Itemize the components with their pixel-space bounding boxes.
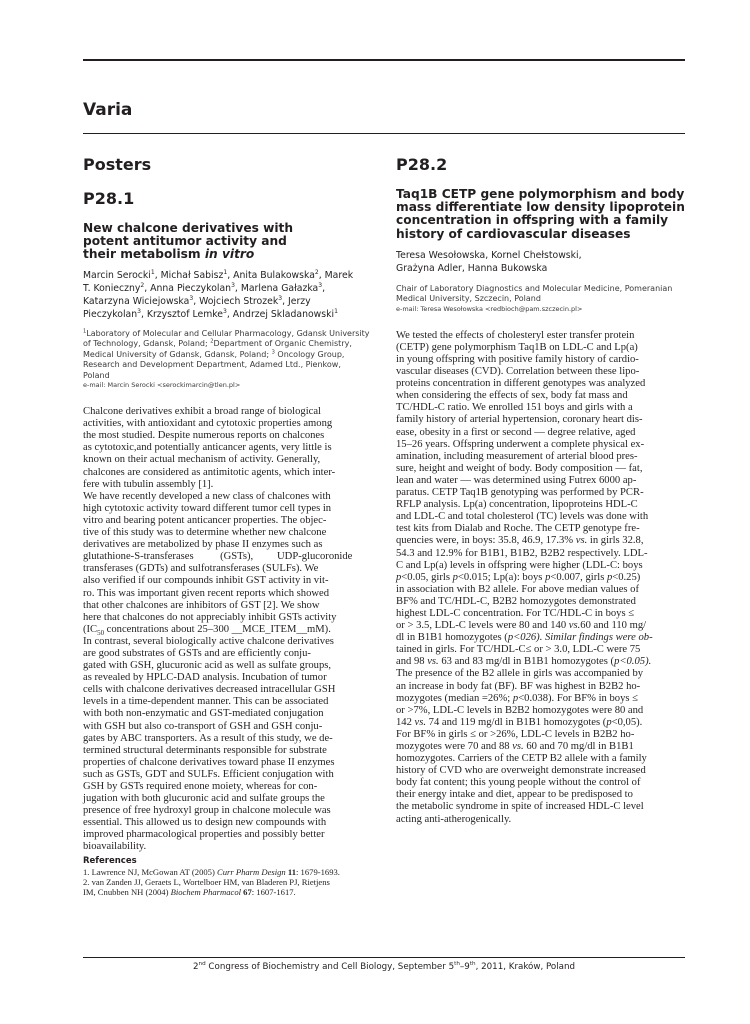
abstract-code-p28-2: P28.2 (396, 155, 448, 174)
email-p28-2: e-mail: Teresa Wesołowska <redbioch@pam.szczecin.pl> (396, 304, 583, 313)
abstract-code-p28-1: P28.1 (83, 189, 135, 208)
email-p28-1: e-mail: Marcin Serocki <serockimarcin@tlen.pl> (83, 381, 241, 390)
posters-heading: Posters (83, 155, 152, 174)
affiliation-p28-2: Chair of Laboratory Diagnostics and Molecular Medicine, Pomeranian Medical University, Szczecin, Poland (396, 283, 673, 304)
abstract-body-p28-2: We tested the effects of cholesteryl ester transfer protein (CETP) gene polymorphism Taq1B on LDL-C and Lp(a) in young offspring with positive family history of cardio- vascular diseases (CVD). Correlation between these lipo- proteins concentration in different genotypes was analyzed when considering the effects of sex, body fat mass and TC/HDL-C ratio. We enrolled 151 boys and girls with a family history of arterial hypertension, coronary heart dis- ease, obesity in a first or second — degree relative, aged 15–26 years. Offspring underwent a complete physical ex- amination, including measurement of arterial blood pres- sure, height and weight of body. Body composition — fat, lean and water — was determined using Futrex 6000 ap- paratus. CETP Taq1B genotyping was performed by PCR- RFLP analysis. Lp(a) concentration, lipoproteins HDL-C and LDL-C and total cholesterol (TC) levels was done with test kits from Dialab and Roche. The CETP genotype fre- quencies were, in boys: 35.8, 46.9, 17.3% vs. in girls 32.8, 54.3 and 12.9% for B1B1, B1B2, B2B2 respectively. LDL- C and Lp(a) levels in offspring were higher (LDL-C: boys p<0.05, girls p<0.015; Lp(a): boys p<0.007, girls p<0.25) in association with B2 allele. For above median values of BF% and TC/HDL-C, B2B2 homozygotes demonstrated highest LDL-C concentration. For TC/HDL-C in boys ≤ or > 3.5, LDL-C levels were 80 and 140 vs.60 and 110 mg/ dl in B1B1 homozygotes (p<026). Similar findings were ob- tained in girls. For TC/HDL-C≤ or > 3.0, LDL-C were 75 and 98 vs. 63 and 83 mg/dl in B1B1 homozygotes (p<0.05). The presence of the B2 allele in girls was accompanied by an increase in body fat (BF). BF was highest in B2B2 ho- mozygotes (median =26%; p<0.038). For BF% in boys ≤ or >7%, LDL-C levels in B2B2 homozygotes were 80 and 142 vs. 74 and 119 mg/dl in B1B1 homozygotes (p<0,05). For BF% in girls ≤ or >26%, LDL-C levels in B2B2 ho- mozygotes were 70 and 88 vs. 60 and 70 mg/dl in B1B1 homozygotes. Carriers of the CETP B2 allele with a family history of CVD who are overweight demonstrate increased body fat content; this young people without the control of their energy intake and diet, appear to be predisposed to the metabolic syndrome in spite of increased HDL-C level acting anti-atherogenically. (396, 329, 653, 825)
reference-item: 1. Lawrence NJ, McGowan AT (2005) Curr Pharm Design 11: 1679-1693. (83, 866, 340, 877)
section-rule (83, 133, 685, 134)
references-heading: References (83, 855, 137, 866)
reference-item: 2. van Zanden JJ, Geraets L, Wortelboer HM, van Bladeren PJ, Rietjens (83, 876, 330, 887)
page-footer: 2nd Congress of Biochemistry and Cell Biology, September 5th–9th, 2011, Kraków, Poland (192, 961, 576, 972)
right-column (396, 154, 686, 826)
affiliation-p28-1: $^1$Laboratory of Molecular and Cellular Pharmacology, Gdansk University of Technology, Gdansk, Poland; $^2$Department of Organic Chemistry, Medical University of Gdansk, Gdansk, Poland; $^3$ Oncology Group, Research and Development Department, Adamed Ltd., Pienkow, Poland (83, 327, 370, 380)
left-column (83, 154, 373, 898)
abstract-body-p28-1: Chalcone derivatives exhibit a broad range of biological activities, with antioxidant and cytotoxic properties among the most studied. Despite numerous reports on chalcones as cytotoxic,and potentially anticancer agents, very little is known on their actual mechanism of activity. Generally, chalcones are considered as antimitotic agents, which inter- fere with tubulin assembly [1]. We have recently developed a new class of chalcones with high cytotoxic activity toward different tumor cell types in vitro and bearing potent anticancer properties. The objec- tive of this study was to determine whether new chalcone derivatives are metabolized by phase II enzymes such as glutathione-S-transferases (GSTs), UDP-glucoronide transferases (GDTs) and sulfotransferases (SULFs). We also verified if our compounds inhibit GST activity in vit- ro. This was important given recent reports which showed that other chalcones are inhibitors of GST [2]. We show here that chalcones do not appreciably inhibit GSTs activity ($IC_{50}$ concentrations about 25–300 __MCE_ITEM__mM). In contrast, several biologically active chalcone derivatives are good substrates of GSTs and are efficiently conju- gated with GSH, glucuronic acid as well as sulfate groups, as revealed by HPLC-DAD analysis. Incubation of tumor cells with chalcone derivatives decreased intracellular GSH levels in a time-dependent manner. This can be associated with both non-enzymatic and GST-mediated conjugation with GSH but also co-transport of GSH and GSH conju- gates by ABC transporters. As a result of this study, we de- termined structural determinants responsible for substrate properties of chalcone derivatives toward phase II enzymes such as GSTs, GDT and SULFs. Efficient conjugation with GSH by GSTs required enone moiety, whereas for con- jugation with both glucuronic acid and sulfate groups the presence of free hydroxyl group in chalcone molecule was essential. This allowed us to design new compounds with improved pharmacological properties and possibly better bioavailability. (83, 406, 353, 853)
abstract-title-p28-2: Taq1B CETP gene polymorphism and body mass differentiate low density lipoprotein concentration in offspring with a family history of cardiovascular diseases (396, 187, 685, 241)
references-list: 1. Lawrence NJ, McGowan AT (2005) Curr Pharm Design 11: 1679-1693. 2. van Zanden JJ, Geraets L, Wortelboer HM, van Bladeren PJ, Rietjens IM, Cnubben NH (2004) Biochem Pharmacol 67: 1607-1617. (83, 867, 373, 898)
top-rule (83, 59, 685, 61)
authors-p28-1: Marcin Serocki$^1$, Michał Sabisz$^1$, Anita Bulakowska$^2$, Marek T. Konieczny$^2$, Anna Pieczykolan$^3$, Marlena Gałazka$^3$, Katarzyna Wiciejowska$^3$, Wojciech Strozek$^3$, Jerzy Pieczykolan$^3$, Krzysztof Lemke$^3$, Andrzej Skladanowski$^1$ (83, 268, 354, 320)
footer-rule (83, 957, 685, 958)
authors-p28-2: Teresa Wesołowska, Kornel Chełstowski, Grażyna Adler, Hanna Bukowska (396, 249, 582, 274)
abstract-title-p28-1: New chalcone derivatives with potent antitumor activity and their metabolism in vitro (83, 221, 294, 262)
section-title: Varia (83, 100, 133, 120)
